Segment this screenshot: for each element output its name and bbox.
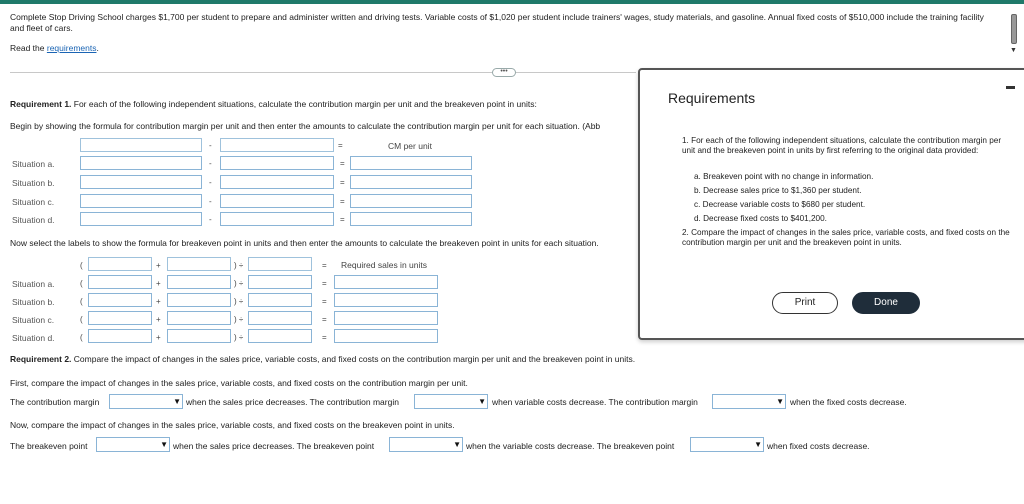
cm-header-minus: - xyxy=(209,141,212,150)
read-requirements-line xyxy=(10,43,99,54)
done-button[interactable]: Done xyxy=(852,292,920,314)
requirement-2-label: Requirement 2. xyxy=(10,354,72,364)
be-a-open: ( xyxy=(80,279,83,288)
dialog-title: Requirements xyxy=(668,90,756,106)
requirement-2-text: Compare the impact of changes in the sales price, variable costs, and fixed costs on the contribution margin per unit and the breakeven point in units. xyxy=(71,354,636,364)
item-text: For each of the following independent situations, calculate the contribution margin per unit and the breakeven point in units by first referring to the original data provided: xyxy=(682,136,1002,155)
be-formula-label-1[interactable] xyxy=(88,257,152,271)
expand-handle-icon[interactable]: ••• xyxy=(492,68,516,77)
cm-d-input-2[interactable] xyxy=(220,212,334,226)
cm-c-input-1[interactable] xyxy=(80,194,202,208)
be-a-equals: = xyxy=(322,279,327,288)
be-b-equals: = xyxy=(322,297,327,306)
be-header-open: ( xyxy=(80,261,83,270)
be-d-input-2[interactable] xyxy=(167,329,231,343)
be-b-plus: + xyxy=(156,297,161,306)
cm-sentence-1: The contribution margin xyxy=(10,397,100,407)
cm-a-result[interactable] xyxy=(350,156,472,170)
be-situation-a-label: Situation a. xyxy=(12,279,55,289)
cm-instruction: Begin by showing the formula for contribution margin per unit and then enter the amounts to calculate the contribution margin per unit for each situation. (Abb xyxy=(10,121,601,131)
cm-sentence-2: when the sales price decreases. The contribution margin xyxy=(186,397,399,407)
item-text: Breakeven point with no change in information. xyxy=(703,172,874,181)
item-number: b. xyxy=(694,186,701,195)
cm-sentence-4: when the fixed costs decrease. xyxy=(790,397,907,407)
cm-formula-label-1[interactable] xyxy=(80,138,202,152)
be-header-result: Required sales in units xyxy=(341,260,427,270)
requirement-1-text: For each of the following independent situations, calculate the contribution margin per unit and the breakeven point in units: xyxy=(71,99,537,109)
be-c-open: ( xyxy=(80,315,83,324)
problem-statement: Complete Stop Driving School charges $1,700 per student to prepare and administer written and driving tests. Variable costs of $1,020 per student include trainers' wages, study materials, and gasoline. Annual fixed costs of $510,000 include the training facility and fleet of cars. xyxy=(10,12,984,33)
be-d-open: ( xyxy=(80,333,83,342)
be-d-plus: + xyxy=(156,333,161,342)
be-b-open: ( xyxy=(80,297,83,306)
scroll-down-icon[interactable]: ▼ xyxy=(1010,47,1017,54)
be-d-equals: = xyxy=(322,333,327,342)
be-sentence-4: when fixed costs decrease. xyxy=(767,441,870,451)
cm-c-minus: - xyxy=(209,197,212,206)
be-c-input-2[interactable] xyxy=(167,311,231,325)
page-scrollbar[interactable] xyxy=(1008,14,1022,56)
dropdown-arrow-icon: ▼ xyxy=(478,397,486,406)
cm-sales-price-select[interactable] xyxy=(109,394,183,409)
be-sales-price-select[interactable] xyxy=(96,437,170,452)
item-number: c. xyxy=(694,200,701,209)
be-fixed-costs-select[interactable] xyxy=(690,437,764,452)
cm-b-result[interactable] xyxy=(350,175,472,189)
dropdown-arrow-icon: ▼ xyxy=(173,397,181,406)
top-accent-bar xyxy=(0,0,1024,4)
dropdown-arrow-icon: ▼ xyxy=(754,440,762,449)
be-d-input-1[interactable] xyxy=(88,329,152,343)
item-text: Decrease fixed costs to $401,200. xyxy=(703,214,827,223)
be-formula-label-2[interactable] xyxy=(167,257,231,271)
cm-b-equals: = xyxy=(340,178,345,187)
dropdown-arrow-icon: ▼ xyxy=(453,440,461,449)
be-c-equals: = xyxy=(322,315,327,324)
be-a-input-1[interactable] xyxy=(88,275,152,289)
cm-variable-costs-select[interactable] xyxy=(414,394,488,409)
item-number: a. xyxy=(694,172,701,181)
be-header-equals: = xyxy=(322,261,327,270)
requirement-item-1a xyxy=(694,172,1014,182)
section-separator xyxy=(10,72,636,73)
cm-d-result[interactable] xyxy=(350,212,472,226)
cm-situation-a-label: Situation a. xyxy=(12,159,55,169)
requirement-2-heading xyxy=(10,354,635,365)
cm-sentence-3: when variable costs decrease. The contribution margin xyxy=(492,397,698,407)
cm-b-input-1[interactable] xyxy=(80,175,202,189)
item-text: Decrease variable costs to $680 per student. xyxy=(702,200,866,209)
cm-a-minus: - xyxy=(209,159,212,168)
requirement-item-1b xyxy=(694,186,1014,196)
cm-situation-b-label: Situation b. xyxy=(12,178,55,188)
be-formula-label-3[interactable] xyxy=(248,257,312,271)
be-header-div: ) ÷ xyxy=(234,261,244,270)
requirement-item-1d xyxy=(694,214,1014,224)
be-sentence-1: The breakeven point xyxy=(10,441,88,451)
dropdown-arrow-icon: ▼ xyxy=(160,440,168,449)
be-c-result[interactable] xyxy=(334,311,438,325)
cm-b-input-2[interactable] xyxy=(220,175,334,189)
item-number: 2. xyxy=(682,228,689,237)
cm-d-minus: - xyxy=(209,215,212,224)
be-situation-b-label: Situation b. xyxy=(12,297,55,307)
be-c-input-1[interactable] xyxy=(88,311,152,325)
be-d-result[interactable] xyxy=(334,329,438,343)
cm-formula-label-2[interactable] xyxy=(220,138,334,152)
requirement-item-1 xyxy=(682,136,1012,155)
cm-a-equals: = xyxy=(340,159,345,168)
read-prefix: Read the xyxy=(10,43,45,53)
cm-header-equals: = xyxy=(338,141,343,150)
be-a-plus: + xyxy=(156,279,161,288)
be-a-result[interactable] xyxy=(334,275,438,289)
be-compare-intro: Now, compare the impact of changes in the sales price, variable costs, and fixed costs on the breakeven point in units. xyxy=(10,420,455,430)
scrollbar-thumb[interactable] xyxy=(1011,14,1017,44)
requirements-dialog xyxy=(638,68,1024,340)
be-b-input-1[interactable] xyxy=(88,293,152,307)
be-b-div: ) ÷ xyxy=(234,297,244,306)
print-button[interactable]: Print xyxy=(772,292,838,314)
be-c-div: ) ÷ xyxy=(234,315,244,324)
be-c-input-3[interactable] xyxy=(248,311,312,325)
cm-header-result: CM per unit xyxy=(388,141,432,151)
requirement-1-heading xyxy=(10,99,537,110)
item-text: Decrease sales price to $1,360 per student. xyxy=(703,186,862,195)
cm-d-equals: = xyxy=(340,215,345,224)
be-sentence-2: when the sales price decreases. The breakeven point xyxy=(173,441,375,451)
cm-c-result[interactable] xyxy=(350,194,472,208)
requirements-link[interactable]: requirements xyxy=(46,43,97,53)
be-variable-costs-select[interactable] xyxy=(389,437,463,452)
be-situation-d-label: Situation d. xyxy=(12,333,55,343)
requirement-1-label: Requirement 1. xyxy=(10,99,72,109)
cm-situation-c-label: Situation c. xyxy=(12,197,55,207)
item-number: 1. xyxy=(682,136,689,145)
read-suffix: . xyxy=(96,43,99,53)
be-d-input-3[interactable] xyxy=(248,329,312,343)
be-a-div: ) ÷ xyxy=(234,279,244,288)
item-text: Compare the impact of changes in the sales price, variable costs, and fixed costs on the contribution margin per unit and the breakeven point in units. xyxy=(682,228,1010,247)
item-number: d. xyxy=(694,214,701,223)
requirement-item-1c xyxy=(694,200,1014,210)
cm-a-input-2[interactable] xyxy=(220,156,334,170)
be-c-plus: + xyxy=(156,315,161,324)
be-instruction: Now select the labels to show the formula for breakeven point in units and then enter the amounts to calculate the breakeven point in units for each situation. xyxy=(10,238,599,248)
cm-c-input-2[interactable] xyxy=(220,194,334,208)
be-b-result[interactable] xyxy=(334,293,438,307)
be-a-input-3[interactable] xyxy=(248,275,312,289)
cm-a-input-1[interactable] xyxy=(80,156,202,170)
be-sentence-3: when the variable costs decrease. The breakeven point xyxy=(466,441,675,451)
be-b-input-2[interactable] xyxy=(167,293,231,307)
requirement-item-2 xyxy=(682,228,1012,247)
cm-compare-intro: First, compare the impact of changes in the sales price, variable costs, and fixed costs on the contribution margin per unit. xyxy=(10,378,468,388)
cm-b-minus: - xyxy=(209,178,212,187)
cm-situation-d-label: Situation d. xyxy=(12,215,55,225)
be-b-input-3[interactable] xyxy=(248,293,312,307)
be-d-div: ) ÷ xyxy=(234,333,244,342)
cm-fixed-costs-select[interactable] xyxy=(712,394,786,409)
minimize-icon[interactable] xyxy=(1006,86,1015,89)
be-situation-c-label: Situation c. xyxy=(12,315,55,325)
dropdown-arrow-icon: ▼ xyxy=(776,397,784,406)
be-a-input-2[interactable] xyxy=(167,275,231,289)
be-header-plus: + xyxy=(156,261,161,270)
cm-c-equals: = xyxy=(340,197,345,206)
cm-d-input-1[interactable] xyxy=(80,212,202,226)
